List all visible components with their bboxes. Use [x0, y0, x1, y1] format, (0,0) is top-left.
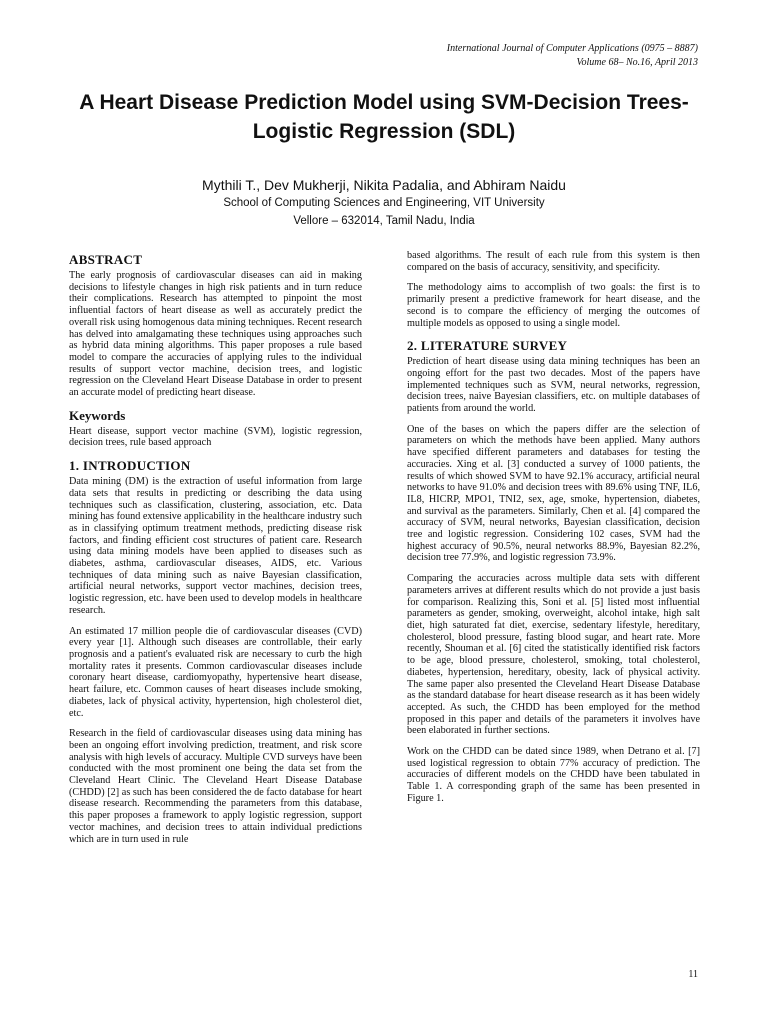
- literature-paragraph: Comparing the accuracies across multiple data sets with different parameters arrives at different results which do not provide a just basis for comparison. Realizing this, Soni et al. [5] listed most influential parameters as gender, smoking, overweight, alcohol intake, high salt diet, high saturated fat diet, exercise, sedentary lifestyle, hereditary, cholesterol, blood pressure, fasting blood sugar, and heart rate. More recently, Shouman et al. [6] cited the statistically identified risk factors to be age, blood pressure, cholesterol, smoking, total cholesterol, diabetes, hypertension, hereditary, obesity, lack of physical activity. The same paper also presented the Cleveland Heart Disease Database as the standard database for heart disease research as it has been widely accepted. As such, the CHDD has been employed for the method proposed in this paper and details of the parameters it involves have been elaborated in further sections.: [407, 573, 700, 737]
- affiliation-line-1: School of Computing Sciences and Engineering, VIT University: [223, 197, 545, 209]
- intro-paragraph: Data mining (DM) is the extraction of useful information from large data sets that results in predicting or describing the data using techniques such as classification, clustering, association, etc. Data mining has found extensive applicability in the healthcare industry such as in classifying optimum treatment methods, predicting disease risk factors, and finding efficient cost structures of patient care. Research using data mining models have been applied to diseases such as diabetes, asthma, cardiovascular diseases, AIDS, etc. Various techniques of data mining such as naive Bayesian classification, artificial neural networks, support vector machines, decision trees, logistic regression, etc. have been used to develop models in healthcare research.: [69, 476, 362, 616]
- intro-paragraph: Research in the field of cardiovascular diseases using data mining has been an ongoing effort involving prediction, treatment, and risk score analysis with high levels of accuracy. Multiple CVD surveys have been conducted with the most prominent one being the data set from the Cleveland Heart Clinic. The Cleveland Heart Disease Database (CHDD) [2] as such has been considered the de facto database for heart disease research. Recommending the parameters from this database, this paper proposes a framework to apply logistic regression, support vector machines, and decision trees to attain individual predictions which are in turn used in rule: [69, 728, 362, 845]
- keywords-text: Heart disease, support vector machine (SVM), logistic regression, decision trees, rule based approach: [69, 425, 362, 449]
- paper-title: A Heart Disease Prediction Model using SVM-Decision Trees-Logistic Regression (SDL): [79, 91, 689, 143]
- literature-paragraph: Work on the CHDD can be dated since 1989, when Detrano et al. [7] used logistical regression to obtain 77% accuracy of prediction. The accuracies of different models on the CHDD have been tabulated in Table 1. A corresponding graph of the same has been presented in Figure 1.: [407, 746, 700, 804]
- introduction-heading: 1. INTRODUCTION: [69, 458, 191, 474]
- literature-paragraph: One of the bases on which the papers differ are the selection of parameters on which the methods have been applied. Many authors have specified different parameters and databases for testing the accuracies. Xing et al. [3] conducted a survey of 1000 patients, the results of which showed SVM to have 92.1% accuracy, artificial neural networks to have 91.0% and decision trees with 89.6% using TNF, IL6, IL8, HICRP, MPO1, TNI2, sex, age, smoke, hypertension, diabetes, and survival as the parameters. Similarly, Chen et al. [4] compared the accuracy of SVM, neural networks, Bayesian classification, decision tree and logistic regression. Considering 102 cases, SVM had the highest accuracy of 90.5%, neural networks 88.9%, Bayesian 82.2%, decision tree 77.9%, and logistic regression 73.9%.: [407, 423, 700, 564]
- journal-header: [447, 42, 698, 70]
- methodology-paragraph: The methodology aims to accomplish of two goals: the first is to primarily present a predictive framework for heart disease, and the second is to compare the efficiency of merging the outcomes of multiple models as opposed to using a single model.: [407, 282, 700, 329]
- literature-paragraph: Prediction of heart disease using data mining techniques has been an ongoing effort for the past two decades. Most of the papers have implemented techniques such as SVM, neural networks, regression, decision trees, naive Bayesian classifiers, etc. on multiple databases of patients from around the world.: [407, 356, 700, 415]
- page-number: 11: [688, 969, 698, 980]
- affiliation-line-2: Vellore – 632014, Tamil Nadu, India: [293, 215, 475, 227]
- keywords-heading: Keywords: [69, 407, 126, 423]
- right-column: [407, 250, 700, 814]
- authors: Mythili T., Dev Mukherji, Nikita Padalia, and Abhiram Naidu: [202, 177, 566, 193]
- journal-volume: Volume 68– No.16, April 2013: [576, 57, 698, 68]
- journal-name: International Journal of Computer Applications (0975 – 8887): [446, 43, 698, 54]
- abstract-text: The early prognosis of cardiovascular diseases can aid in making decisions to lifestyle changes in high risk patients and in turn reduce their complications. Research has attempted to pinpoint the most influential factors of heart disease as well as accurately predict the overall risk using homogenous data mining techniques. Recent research has delved into amalgamating these techniques using approaches such as hybrid data mining algorithms. This paper proposes a rule based model to compare the accuracies of applying rules to the individual results of support vector machine, decision trees, and logistic regression on the Cleveland Heart Disease Database in order to present an accurate model of predicting heart disease.: [69, 270, 362, 399]
- intro-paragraph: An estimated 17 million people die of cardiovascular diseases (CVD) every year [1]. Although such diseases are controllable, their early prognosis and a patient's evaluated risk are necessary to curb the high mortality rates it presents. Common cardiovascular diseases include coronary heart disease, cardiomyopathy, hypertensive heart disease, heart failure, etc. Common causes of heart diseases include smoking, diabetes, lack of physical activity, hypertension, high cholesterol diet, etc.: [69, 625, 362, 719]
- methodology-paragraph: based algorithms. The result of each rule from this system is then compared on the basis of accuracy, sensitivity, and specificity.: [407, 250, 700, 273]
- abstract-heading: ABSTRACT: [69, 252, 143, 267]
- literature-survey-heading: 2. LITERATURE SURVEY: [407, 338, 568, 354]
- left-column: [69, 252, 362, 854]
